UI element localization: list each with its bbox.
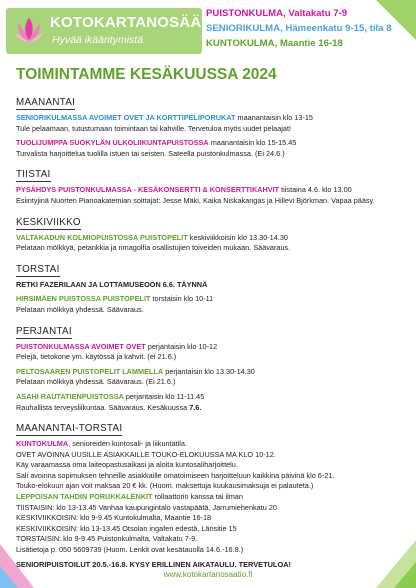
- event-title: SENIORIKULMASSA AVOIMET OVET JA KORTTIPELIPORUKAT: [16, 113, 236, 122]
- event-description: Rauhallista terveysliikuntaa. Säävaraus. Kesäkuussa 7.6.: [16, 402, 202, 412]
- section-monday: [16, 92, 408, 159]
- section-heading-tuesday: TIISTAI: [16, 169, 51, 181]
- event-friday-asahi: [16, 392, 408, 403]
- section-heading-friday: PERJANTAI: [16, 325, 72, 337]
- event-tuesday-concert: [16, 185, 408, 196]
- event-description: Pelataan mölkkyä yhdessä. Säävaraus.: [16, 304, 144, 314]
- org-slogan: Hyvää ikääntymistä: [52, 34, 144, 46]
- location-puistonkulma: PUISTONKULMA, Valtakatu 7-9: [206, 8, 348, 19]
- walks-line: Lisätietoja p. 050 5609739 (Huom. Lenkit ovat kesätauolla 14.6.-16.8.): [16, 545, 244, 555]
- event-time: maanantaisin klo 13-15: [235, 113, 313, 122]
- logo: [6, 8, 228, 54]
- event-time: keskiviikkoisin klo 13.30-14.30: [187, 232, 288, 242]
- event-time: perjantaisin klo 13.30-14.30: [163, 366, 255, 376]
- event-monday-chair-gym: [16, 138, 408, 149]
- section-heading-wednesday: KESKIVIIKKO: [16, 216, 81, 228]
- event-description: Pelataan mölkkyä, petankkia ja rimagolfia osallistujien toiveiden mukaan. Säävaraus.: [16, 243, 291, 253]
- event-wednesday-park-games: [16, 233, 408, 244]
- walks-line: TIISTAISIN: klo 13-13.45 Vanhaa kaupungintalo vastapäätä, Jarrumiehenkatu 20: [16, 502, 277, 512]
- section-thursday: [16, 259, 408, 316]
- event-title: KUNTOKULMA: [16, 439, 69, 449]
- event-friday-open-doors: [16, 342, 408, 353]
- location-kuntokulma: KUNTOKULMA, Maantie 16-18: [206, 38, 343, 49]
- page-header: [0, 0, 416, 62]
- event-time: maanantaisin klo 15-15.45: [208, 138, 297, 148]
- walks-intro: LEPPOISAN TAHDIN PORUKKALENKIT rollaattorin kanssa tai ilman: [16, 492, 243, 502]
- kuntokulma-line: Touko-elokuun ajan voit maksaa 20 € kk. (Huom. maksettuja kuukausimaksuja ei palauteta.): [16, 481, 314, 491]
- section-tuesday: [16, 164, 408, 206]
- event-time: perjantaisin klo 10-12: [145, 341, 218, 351]
- section-heading-monday: MAANANTAI: [16, 97, 76, 108]
- event-description: Tule pelaamaan, tutustumaan toimintaan tai kahville. Tervetuloa myös uudet pelaajat!: [16, 123, 292, 133]
- event-title: VALTAKADUN KOLMIOPUISTOSSA PUISTOPELIT: [16, 232, 188, 242]
- event-title: TUOLIJUMPPA SUOKYLÄN ULKOLIIKUNTAPUISTOSSA: [16, 138, 209, 148]
- event-title: ASAHI RAUTATIENPUISTOSSA: [16, 391, 124, 401]
- walks-line: TORSTAISIN: klo 9-9.45 Puistonkulmalta, Valtakatu 7-9.: [16, 534, 198, 544]
- event-description: Turvalista harjoittelua tuolilla istuen tai seisten. Sateella puistonkulmassa. (Ei 24.6.): [16, 148, 285, 158]
- event-time: perjantaisin klo 11-11.45: [123, 391, 205, 401]
- walks-line: KESKIVIIKKOISIN: klo 13-13.45 Otsolan ingafen edestä, Länsitie 15: [16, 523, 237, 533]
- schedule-content: [16, 66, 408, 575]
- kuntokulma-intro: KUNTOKULMA, senioreiden kuntosali- ja liikuntatila.: [16, 439, 187, 449]
- section-monday-thursday: [16, 418, 408, 570]
- kuntokulma-line: Sali avoinna sopimuksen tehneille asiakkaille omatoimiseen harjoitteluun kaikkina päivinä klo 6-21.: [16, 470, 335, 480]
- event-friday-pond-games: [16, 367, 408, 378]
- kuntokulma-line: OVET AVOINNA UUSILLE ASIAKKAILLE TOUKO-ELOKUUSSA MA KLO 10-12.: [16, 449, 276, 459]
- page-title: TOIMINTAMME KESÄKUUSSA 2024: [16, 66, 277, 83]
- section-wednesday: [16, 212, 408, 254]
- event-description: Esiintyjinä Nuorten Pianoakatemian soittajat: Jesse Mäki, Kaika Niskakangas ja Hillevi Björkman. Vapaa pääsy.: [16, 195, 375, 205]
- event-title: PUISTONKULMASSA AVOIMET OVET: [16, 341, 146, 351]
- trip-announcement: RETKI FAZERILAAN JA LOTTAMUSEOON 6.6. TÄYNNÄ: [16, 279, 208, 289]
- section-heading-thursday: TORSTAI: [16, 263, 60, 275]
- event-description: Pelataan mölkkyä yhdessä. Säävaraus. (Ei 21.6.): [16, 377, 176, 387]
- summer-announcement: SENIORIPUISTOILUT 20.5.-16.8. KYSY ERILLINEN AIKATAULU. TERVETULOA!: [16, 559, 291, 569]
- location-seniorikulma: SENIORIKULMA, Hämeenkatu 9-15, tila 8: [206, 23, 392, 34]
- event-title: PELTOSAAREN PUISTOPELIT LAMMELLA: [16, 366, 164, 376]
- section-friday: [16, 321, 408, 414]
- event-title: HIRSIMÄEN PUISTOSSA PUISTOPELIT: [16, 294, 151, 304]
- kuntokulma-line: Käy varaamassa oma laiteopastusaikasi ja aloita kuntosaliharjoittelu.: [16, 460, 238, 470]
- event-time: tiistaina 4.6. klo 13.00: [279, 185, 352, 195]
- event-title: LEPPOISAN TAHDIN PORUKKALENKIT: [16, 492, 153, 502]
- walks-line: KESKIVIIKKOISIN: klo 9-9.45 Kuntokulmalta, Maantie 16-18: [16, 513, 212, 523]
- section-heading-monday-thursday: MAANANTAI-TORSTAI: [16, 423, 123, 435]
- event-time: torstaisin klo 10-11: [150, 294, 214, 304]
- website-link[interactable]: www.kotokartanosaatio.fi: [163, 570, 253, 579]
- lotus-flower-icon: [12, 14, 46, 48]
- event-description: Pelejä, tietokone ym. käytössä ja kahvit. (ei 21.6.): [16, 352, 177, 362]
- event-thursday-park-games: [16, 294, 408, 305]
- locations-list: [206, 4, 392, 58]
- org-name: KOTOKARTANOSÄÄTIÖ: [50, 14, 228, 31]
- event-title: PYSÄHDYS PUISTONKULMASSA - KESÄKONSERTTI & KONSERTTIKAHVIT: [16, 185, 280, 195]
- event-monday-open-doors: [16, 113, 408, 124]
